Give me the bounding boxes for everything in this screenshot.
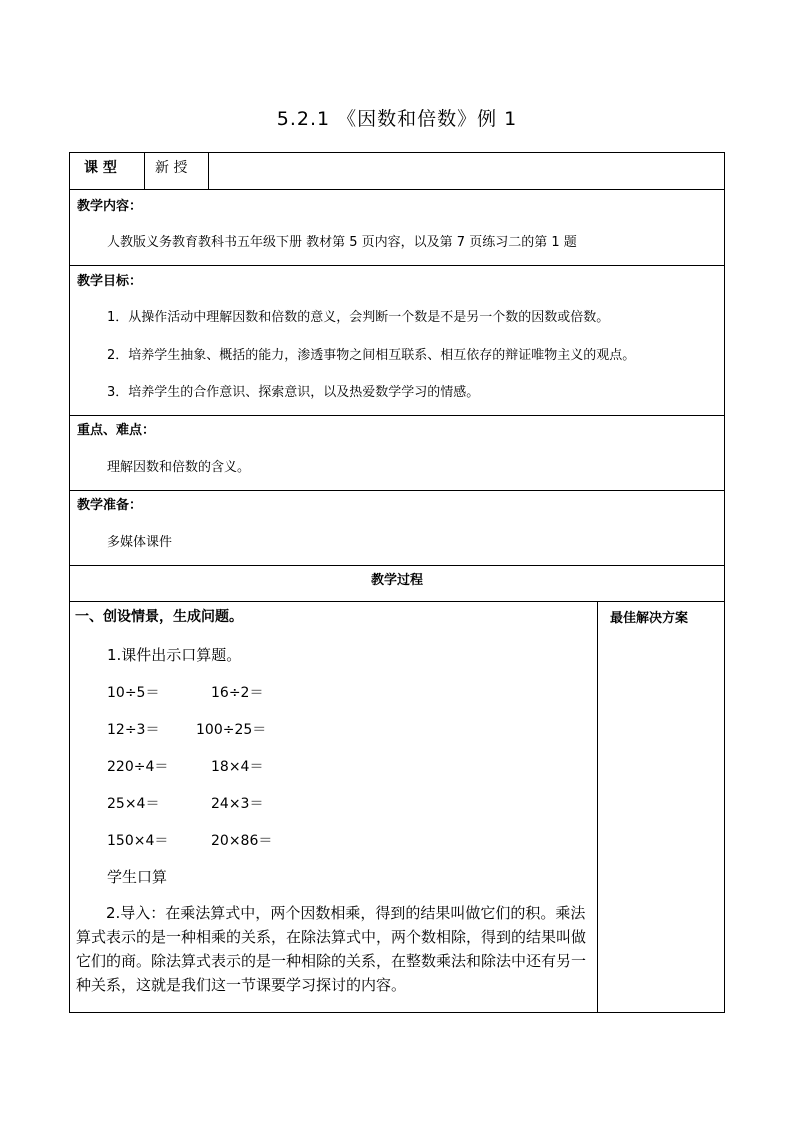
step-two-paragraph: 2.导入：在乘法算式中，两个因数相乘，得到的结果叫做它们的积。乘法算式表示的是一种相乘的关系，在除法算式中，两个数相除，得到的结果叫做它们的商。除法算式表示的是一种相除的关系，在整数乘法和除法中还有另一种关系，这就是我们这一节课要学习探讨的内容。	[76, 904, 587, 994]
row-divider	[70, 265, 724, 266]
step-one: 1.课件出示口算题。	[107, 646, 242, 664]
calc-item: 18×4＝	[211, 759, 264, 775]
page-title: 5.2.1 《因数和倍数》例 1	[276, 108, 518, 130]
calc-item: 100÷25＝	[196, 722, 267, 738]
student-work: 学生口算	[107, 868, 168, 886]
calc-item: 10÷5＝	[107, 685, 160, 701]
section-title: 一、创设情景，生成问题。	[75, 609, 243, 625]
side-heading: 最佳解决方案	[610, 611, 689, 626]
goals-heading: 教学目标：	[77, 274, 143, 289]
column-divider	[597, 601, 598, 1013]
goal-item: 2．培养学生抽象、概括的能力，渗透事物之间相互联系、相互依存的辩证唯物主义的观点。	[107, 348, 636, 363]
lesson-plan-table	[69, 152, 725, 1013]
process-heading: 教学过程	[370, 573, 423, 588]
calc-item: 20×86＝	[211, 833, 273, 849]
preparation-text: 多媒体课件	[107, 535, 173, 550]
preparation-heading: 教学准备：	[77, 498, 143, 513]
row-divider	[70, 189, 724, 190]
course-type-label: 课 型	[84, 160, 117, 176]
content-text: 人教版义务教育教科书五年级下册 教材第 5 页内容，以及第 7 页练习二的第 1 题	[107, 235, 577, 250]
row-divider	[70, 565, 724, 566]
calc-item: 220÷4＝	[107, 759, 169, 775]
key-points-text: 理解因数和倍数的含义。	[107, 460, 251, 475]
cell-divider	[208, 153, 209, 189]
row-divider	[70, 415, 724, 416]
row-divider	[70, 490, 724, 491]
calc-item: 25×4＝	[107, 796, 160, 812]
cell-divider	[144, 153, 145, 189]
goal-item: 1．从操作活动中理解因数和倍数的意义，会判断一个数是不是另一个数的因数或倍数。	[107, 310, 610, 325]
calc-item: 16÷2＝	[211, 685, 264, 701]
calc-item: 24×3＝	[211, 796, 264, 812]
course-type-value: 新 授	[155, 160, 188, 176]
content-heading: 教学内容：	[77, 199, 143, 214]
calc-item: 12÷3＝	[107, 722, 160, 738]
goal-item: 3．培养学生的合作意识、探索意识，以及热爱数学学习的情感。	[107, 385, 480, 400]
key-points-heading: 重点、难点：	[77, 423, 156, 438]
row-divider	[70, 601, 724, 602]
calc-item: 150×4＝	[107, 833, 169, 849]
